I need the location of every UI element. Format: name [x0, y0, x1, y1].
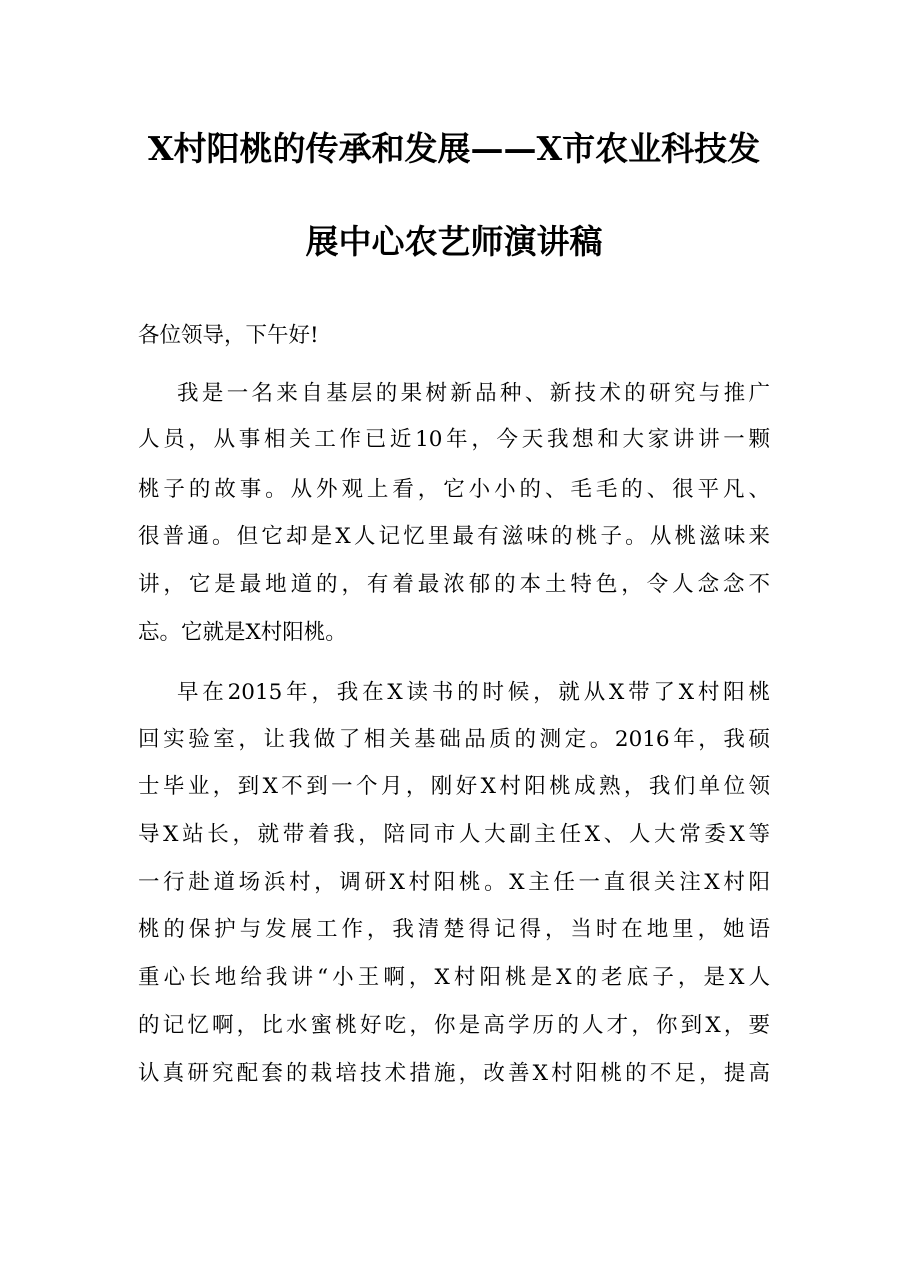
paragraph-2-line: 重心长地给我讲“小王啊，X村阳桃是X的老底子，是X人: [138, 965, 770, 990]
paragraph-2-line: 早在2015年，我在X读书的时候，就从X带了X村阳桃: [177, 680, 770, 705]
paragraph-1-line: 忘。它就是X村阳桃。: [138, 620, 347, 645]
document-title-line-2: 展中心农艺师演讲稿: [305, 222, 603, 261]
paragraph-1-line: 人员，从事相关工作已近10年，今天我想和大家讲讲一颗: [138, 427, 770, 452]
paragraph-2-line: 桃的保护与发展工作，我清楚得记得，当时在地里，她语: [138, 917, 770, 942]
paragraph-1-line: 讲，它是最地道的，有着最浓郁的本土特色，令人念念不: [138, 572, 770, 597]
paragraph-1-line: 很普通。但它却是X人记忆里最有滋味的桃子。从桃滋味来: [138, 524, 770, 549]
paragraph-2-line: 导X站长，就带着我，陪同市人大副主任X、人大常委X等: [138, 822, 770, 847]
paragraph-1-line: 桃子的故事。从外观上看，它小小的、毛毛的、很平凡、: [138, 477, 770, 502]
paragraph-2-line: 认真研究配套的栽培技术措施，改善X村阳桃的不足，提高: [138, 1061, 770, 1086]
paragraph-2-line: 一行赴道场浜村，调研X村阳桃。X主任一直很关注X村阳: [138, 870, 770, 895]
document-title-line-1: X村阳桃的传承和发展——X市农业科技发: [147, 129, 761, 168]
paragraph-2-line: 回实验室，让我做了相关基础品质的测定。2016年，我硕: [138, 727, 770, 752]
paragraph-2-line: 士毕业，到X不到一个月，刚好X村阳桃成熟，我们单位领: [138, 774, 770, 799]
paragraph-1-line: 我是一名来自基层的果树新品种、新技术的研究与推广: [177, 381, 770, 406]
paragraph-2-line: 的记忆啊，比水蜜桃好吃，你是高学历的人才，你到X，要: [138, 1013, 770, 1038]
greeting-text: 各位领导，下午好!: [138, 323, 319, 348]
